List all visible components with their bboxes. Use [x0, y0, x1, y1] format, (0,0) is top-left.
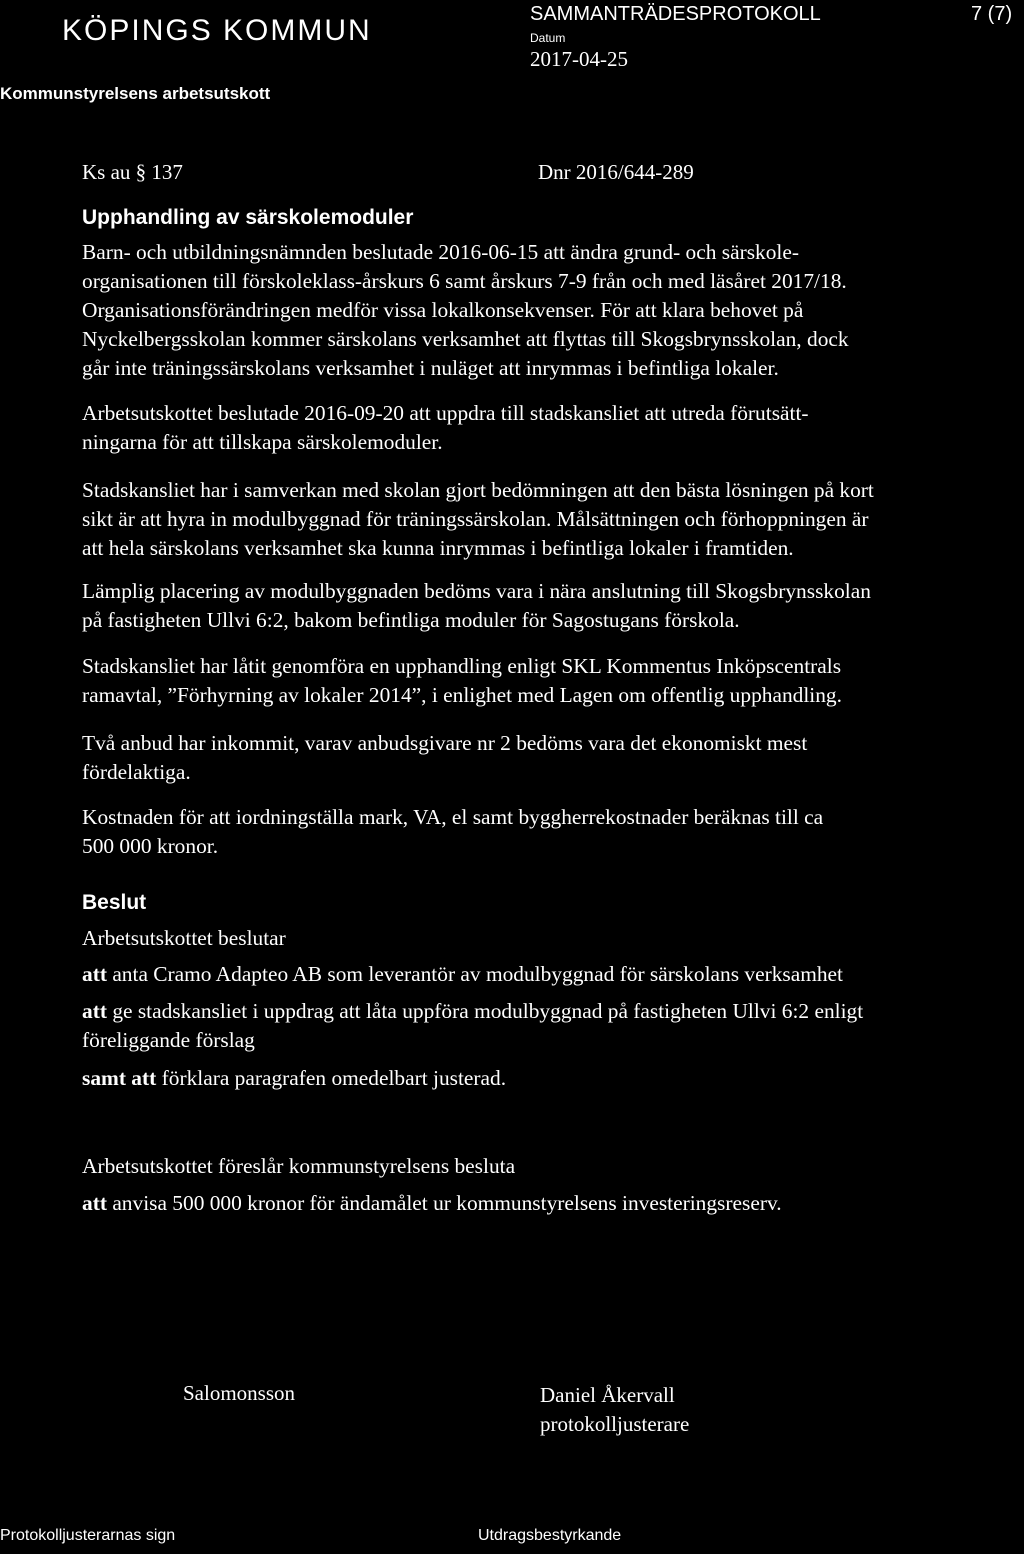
- decision-keyword: att: [82, 999, 107, 1023]
- footer-initials-label: Protokolljusterarnas sign: [0, 1527, 176, 1544]
- date-label: Datum: [530, 31, 566, 45]
- document-type: SAMMANTRÄDESPROTOKOLL: [530, 3, 821, 25]
- diary-number: Dnr 2016/644-289: [538, 160, 694, 184]
- decision-keyword: samt att: [82, 1066, 157, 1090]
- paragraph-1: Barn- och utbildningsnämnden beslutade 2016-06-15 att ändra grund- och särskole- organisationen till förskoleklass-årskurs 6 samt årskurs 7-9 från och med läsåret 2017/18. Organisationsförändringen medför vissa lokalkonsekvenser. För att klara behovet på Nyckelbergsskolan kommer särskolans verksamhet att flyttas till Skogsbrynsskolan, dock går inte träningssärskolans verksamhet i nuläget att inrymmas i befintliga lokaler.: [82, 240, 849, 380]
- decision-item-3: samt att förklara paragrafen omedelbart justerad.: [82, 1066, 507, 1090]
- paragraph-5: Stadskansliet har låtit genomföra en upphandling enligt SKL Kommentus Inköpscentrals ramavtal, ”Förhyrning av lokaler 2014”, i enlighet med Lagen om offentlig upphandling.: [82, 654, 842, 707]
- decision-intro: Arbetsutskottet beslutar: [82, 926, 286, 950]
- paragraph-3: Stadskansliet har i samverkan med skolan gjort bedömningen att den bästa lösningen på kort sikt är att hyra in modulbyggnad för träningssärskolan. Målsättningen och förhoppningen är att hela särskolans verksamhet ska kunna inrymmas i befintliga lokaler i framtiden.: [82, 478, 874, 560]
- signature-left: Salomonsson: [183, 1381, 296, 1405]
- paragraph-4: Lämplig placering av modulbyggnaden bedöms vara i nära anslutning till Skogsbrynsskolan på fastigheten Ullvi 6:2, bakom befintliga moduler för Sagostugans förskola.: [82, 579, 871, 632]
- proposal-intro: Arbetsutskottet föreslår kommunstyrelsens besluta: [82, 1154, 516, 1178]
- paragraph-7: Kostnaden för att iordningställa mark, VA, el samt byggherrekostnader beräknas till ca 500 000 kronor.: [82, 805, 824, 858]
- signature-right: [540, 1381, 689, 1439]
- signature-right-role: protokolljusterare: [540, 1412, 690, 1436]
- paragraph-2: Arbetsutskottet beslutade 2016-09-20 att uppdra till stadskansliet att utreda förutsätt- ningarna för att tillskapa särskolemoduler.: [82, 401, 809, 454]
- decision-heading: Beslut: [82, 891, 147, 914]
- footer-certification-label: Utdragsbestyrkande: [478, 1527, 622, 1544]
- signature-right-name: Daniel Åkervall: [540, 1383, 675, 1407]
- organization-name: KÖPINGS KOMMUN: [62, 14, 372, 47]
- paragraph-6: Två anbud har inkommit, varav anbudsgivare nr 2 bedöms vara det ekonomiskt mest fördelaktiga.: [82, 731, 808, 784]
- page-number: 7 (7): [971, 3, 1013, 25]
- proposal-keyword: att: [82, 1191, 107, 1215]
- decision-keyword: att: [82, 962, 107, 986]
- decision-item-1: att anta Cramo Adapteo AB som leverantör av modulbyggnad för särskolans verksamhet: [82, 962, 843, 986]
- meeting-date: 2017-04-25: [530, 47, 628, 71]
- case-title: Upphandling av särskolemoduler: [82, 206, 414, 229]
- decision-item-2: att ge stadskansliet i uppdrag att låta uppföra modulbyggnad på fastigheten Ullvi 6:2 enligt föreliggande förslag: [82, 999, 864, 1052]
- paragraph-reference: Ks au § 137: [82, 160, 183, 184]
- department-name: Kommunstyrelsens arbetsutskott: [0, 84, 271, 103]
- proposal-item: att anvisa 500 000 kronor för ändamålet ur kommunstyrelsens investeringsreserv.: [82, 1191, 782, 1215]
